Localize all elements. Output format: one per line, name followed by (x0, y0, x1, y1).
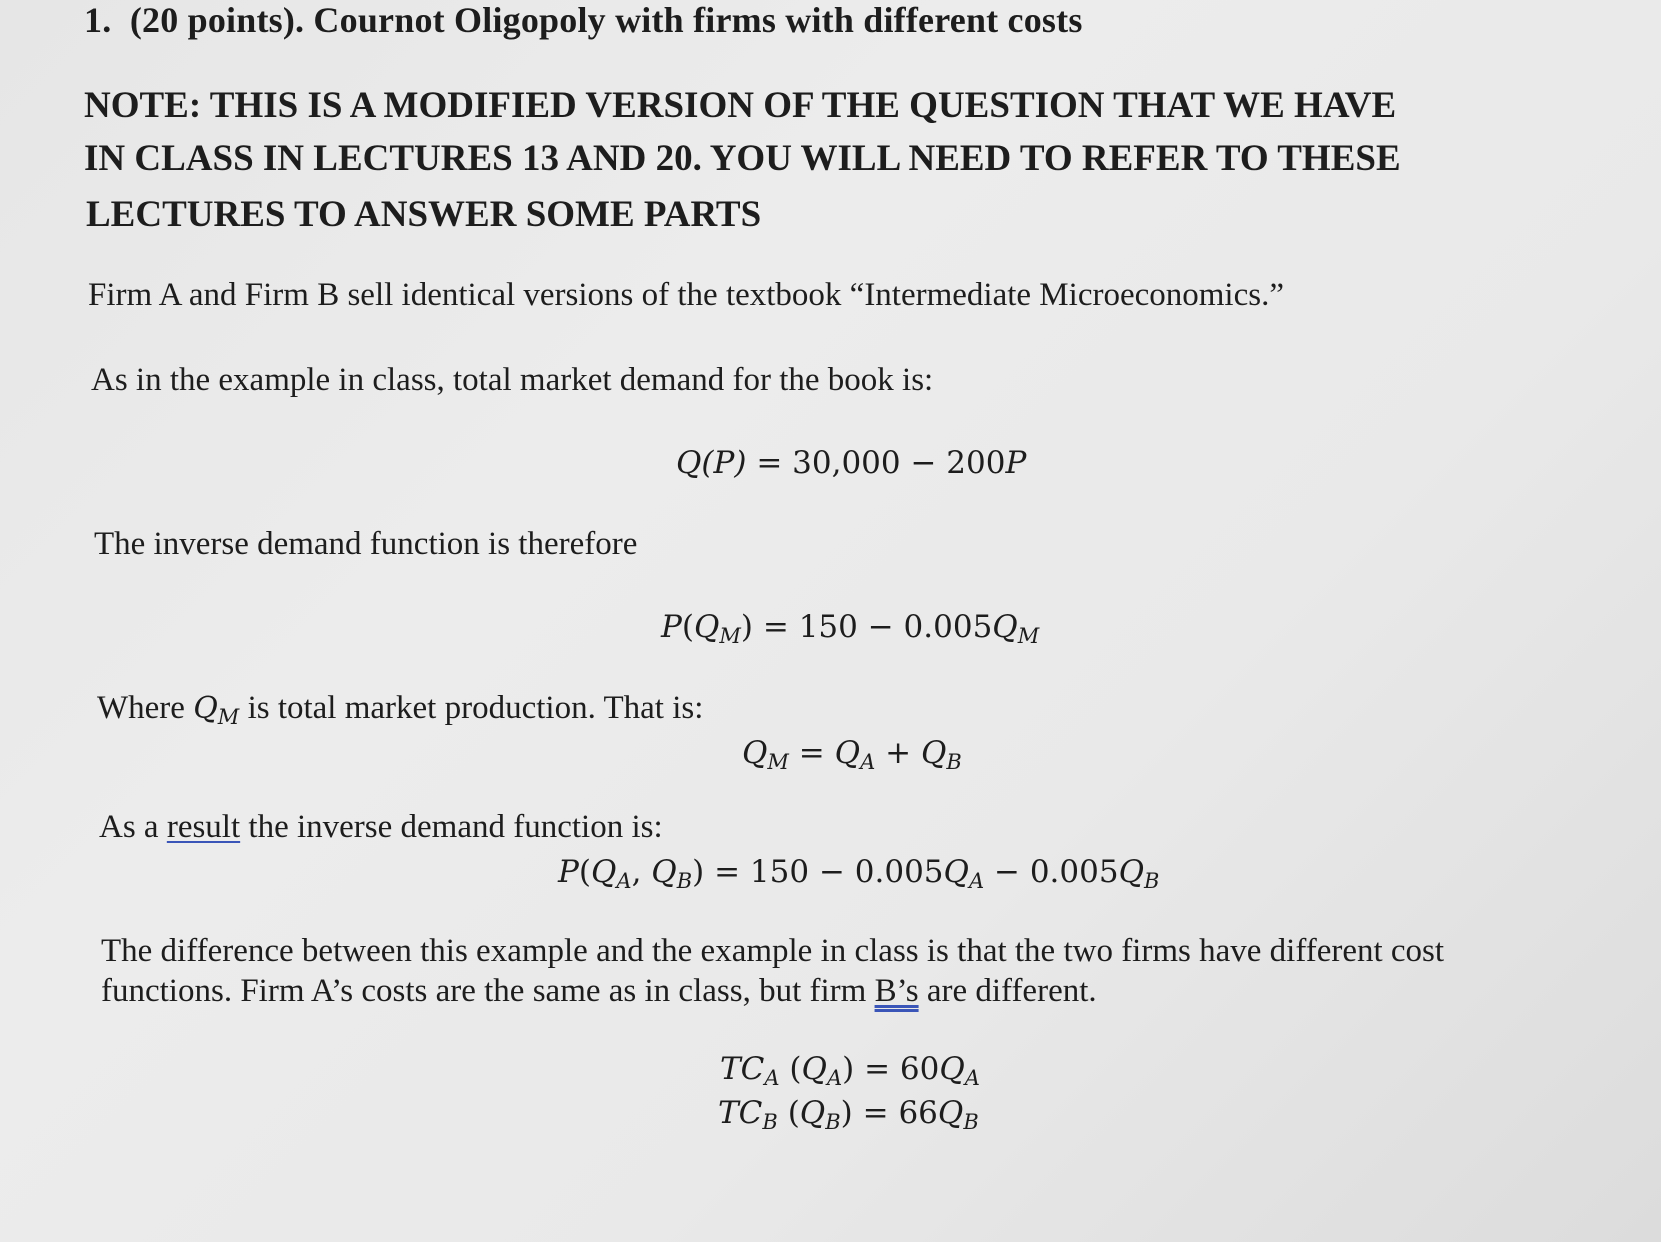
bs-word: B’s (874, 973, 919, 1009)
note-line-2: IN CLASS IN LECTURES 13 AND 20. YOU WILL NEED TO REFER TO THESE (84, 138, 1401, 179)
cost-function-b: $TC_B$ $(Q_B) = 66Q_B$ (718, 1095, 979, 1134)
result-line: As a result the inverse demand function is: (99, 809, 663, 845)
qm-inline: $Q_M$ (193, 691, 240, 729)
inverse-intro: The inverse demand function is therefore (94, 526, 638, 562)
question-heading (84, 2, 1083, 38)
demand-equation: Q(P) = 30,000 − 200P (676, 445, 1027, 481)
market-sum-equation: $Q_M = Q_A + Q_B$ (742, 735, 962, 774)
firms-paragraph: Firm A and Firm B sell identical versions of the textbook “Intermediate Microeconomics.” (88, 277, 1284, 313)
demand-intro: As in the example in class, total market demand for the book is: (91, 362, 934, 398)
two-firm-inverse-demand: $P(Q_A$, $Q_B) = 150 - 0.005Q_A - 0.005Q_B$ (558, 854, 1160, 893)
question-title: (20 points). Cournot Oligopoly with firms with different costs (129, 0, 1083, 40)
question-number: 1. (84, 0, 112, 40)
note-line-1: NOTE: THIS IS A MODIFIED VERSION OF THE QUESTION THAT WE HAVE (84, 85, 1397, 126)
inverse-demand-equation: $P(Q_M) = 150 - 0.005Q_M$ (661, 609, 1040, 648)
note-line-3: LECTURES TO ANSWER SOME PARTS (86, 194, 762, 235)
difference-line-1: The difference between this example and the example in class is that the two firms have different cost (101, 933, 1445, 969)
where-line: Where $Q_M$ is total market production. That is: (97, 690, 704, 729)
cost-function-a: $TC_A$ $(Q_A) = 60Q_A$ (720, 1051, 980, 1090)
result-word: result (166, 809, 241, 845)
difference-line-2: functions. Firm A’s costs are the same as in class, but firm B’s are different. (101, 973, 1097, 1009)
